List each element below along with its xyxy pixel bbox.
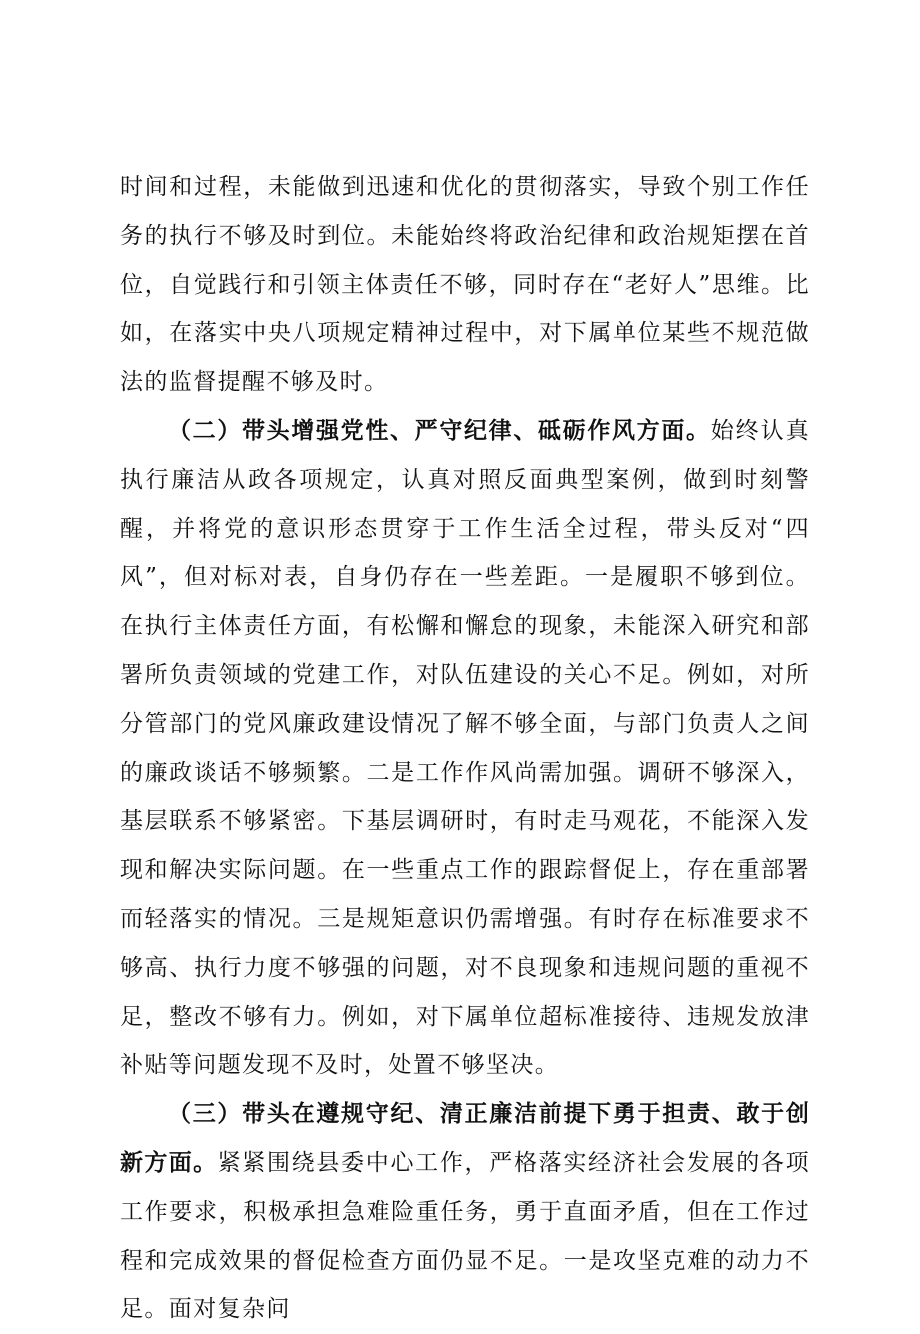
paragraph-text: 紧紧围绕县委中心工作，严格落实经济社会发展的各项工作要求，积极承担急难险重任务，勇于直面矛盾，但在工作过程和完成效果的督促检查方面仍显不足。一是攻坚克难的动力不足。面对复杂问 <box>120 1149 810 1323</box>
paragraph-continuation <box>120 163 810 407</box>
paragraph-section-3 <box>120 1090 810 1334</box>
document-body <box>120 163 810 1334</box>
section-heading: （三）带头在遵规守纪、清正廉洁前提下勇于担责、敢于创新方面。 <box>120 1101 810 1176</box>
paragraph-text: 时间和过程，未能做到迅速和优化的贯彻落实，导致个别工作任务的执行不够及时到位。未能始终将政治纪律和政治规矩摆在首位，自觉践行和引领主体责任不够，同时存在“老好人”思维。比如，在落实中央八项规定精神过程中，对下属单位某些不规范做法的监督提醒不够及时。 <box>120 174 810 396</box>
paragraph-section-2 <box>120 407 810 1090</box>
paragraph-text: 始终认真执行廉洁从政各项规定，认真对照反面典型案例，做到时刻警醒，并将党的意识形态贯穿于工作生活全过程，带头反对“四风”，但对标对表，自身仍存在一些差距。一是履职不够到位。在执行主体责任方面，有松懈和懈怠的现象，未能深入研究和部署所负责领域的党建工作，对队伍建设的关心不足。例如，对所分管部门的党风廉政建设情况了解不够全面，与部门负责人之间的廉政谈话不够频繁。二是工作作风尚需加强。调研不够深入，基层联系不够紧密。下基层调研时，有时走马观花，不能深入发现和解决实际问题。在一些重点工作的跟踪督促上，存在重部署而轻落实的情况。三是规矩意识仍需增强。有时存在标准要求不够高、执行力度不够强的问题，对不良现象和违规问题的重视不足，整改不够有力。例如，对下属单位超标准接待、违规发放津补贴等问题发现不及时，处置不够坚决。 <box>120 417 810 1079</box>
section-heading: （二）带头增强党性、严守纪律、砥砺作风方面。 <box>168 417 711 444</box>
